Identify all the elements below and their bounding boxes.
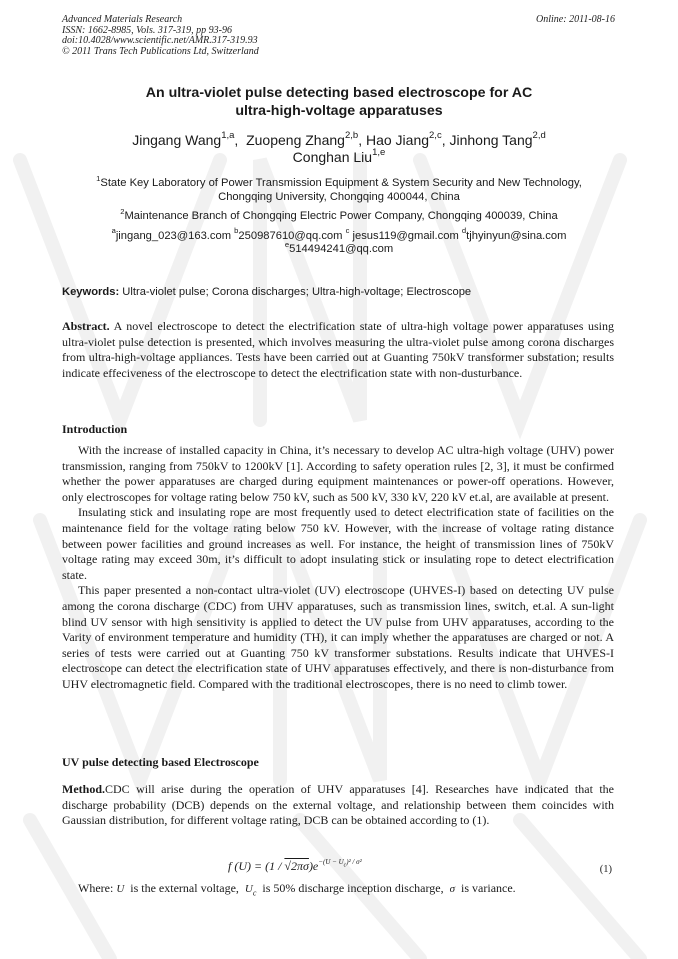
email-address: tjhyinyun@sina.com bbox=[466, 229, 567, 242]
introduction-body bbox=[62, 443, 614, 693]
where-line: Where: U is the external voltage, $U_c$ is 50% discharge inception discharge, σ is variance. bbox=[78, 881, 516, 898]
email-address: jesus119@gmail.com bbox=[349, 229, 459, 242]
author-affil-sup: 1,a bbox=[221, 130, 235, 142]
issn-line: ISSN: 1662-8985, Vols. 317-319, pp 93-96 bbox=[62, 24, 232, 36]
uv-section-heading: UV pulse detecting based Electroscope bbox=[62, 755, 259, 769]
online-date: Online: 2011-08-16 bbox=[536, 14, 615, 25]
keywords bbox=[62, 285, 622, 299]
email-address: 514494241@qq.com bbox=[289, 243, 394, 255]
keywords-text: Ultra-violet pulse; Corona discharges; Ultra-high-voltage; Electroscope bbox=[119, 286, 472, 298]
copyright-line: © 2011 Trans Tech Publications Ltd, Switzerland bbox=[62, 45, 259, 57]
doi-line: doi:10.4028/www.scientific.net/AMR.317-319.93 bbox=[62, 35, 258, 46]
intro-paragraph-2: Insulating stick and insulating rope are most frequently used to detect electrification state of facilities on the maintenance field for the voltage rating below 750 kV. However, with the increase of voltage rating distance between power facilities and ground increases as well. For instance, the height of transmission lines of 750kV voltage rating may exceed 30m, it’s difficult to adopt insulating stick or insulating rope to detect electrification state. bbox=[62, 505, 614, 582]
abstract-text: A novel electroscope to detect the electrification state of ultra-high voltage power apparatuses using ultra-violet pulse detection is presented, which involves measuring the ultra-violet pulse among corona discharges from ultra-high-voltage appliances. Tests have been carried out at Guanting 750kV transformer substation; results indicate effeciveness of the electroscope to detect the electrification state with non-dusturbance. bbox=[62, 319, 614, 380]
introduction-heading: Introduction bbox=[62, 422, 128, 436]
author-affil-sup: 2,b bbox=[344, 130, 359, 142]
author-affil-sup: 2,c bbox=[429, 130, 442, 142]
email-line-1: $^a$jingang_023@163.com $^b$250987610@qq.com $^c$ jesus119@gmail.com $^d$tjhyinyun@sina.com bbox=[111, 226, 567, 242]
intro-paragraph-3: This paper presented a non-contact ultra-violet (UV) electroscope (UHVES-I) based on detecting UV pulse among the corona discharge (CDC) from UHV apparatuses, such as transmission lines, switch, et.al. A sun-light blind UV sensor with high sensitivity is applied to detect the UV pulse from UHV apparatuses, according to the Varity of environment temperature and humidity (TH), it can imply whether the apparatuses are charged or not. A series of tests were carried out at Guanting 750 kV transformer substations. Results indicate that UHVES-I electroscope can detect the electrification state of UHV apparatuses effectively, and there is non-disturbance from UHV electromagnetic field. Compared with the traditional electroscopes, there is no need to climb tower. bbox=[62, 583, 614, 691]
author-name: Zuopeng Zhang bbox=[246, 132, 345, 148]
affiliation-2: $^2$Maintenance Branch of Chongqing Electric Power Company, Chongqing 400039, China bbox=[120, 206, 558, 222]
journal-name: Advanced Materials Research bbox=[62, 14, 183, 25]
abstract bbox=[62, 319, 614, 381]
email-line-2: $^e$514494241@qq.com bbox=[284, 239, 394, 255]
author-name: Hao Jiang bbox=[365, 132, 430, 148]
author-list bbox=[60, 132, 618, 166]
author-affil-sup: 2,d bbox=[532, 130, 546, 142]
equation-1: f $(U) = (1 / √2\pi\sigma)e^{-(U - U_c)^2 / \sigma^2}$ bbox=[228, 858, 362, 873]
email-address: jingang_023@163.com bbox=[115, 229, 232, 242]
author-name: Jinhong Tang bbox=[449, 132, 533, 148]
author-line-1: Jingang Wang$^{1,a}$, Zuopeng Zhang$^{2,b}$, Hao Jiang$^{2,c}$, Jinhong Tang$^{2,d}$ bbox=[132, 130, 546, 148]
email-address: 250987610@qq.com bbox=[238, 229, 343, 242]
author-affil-sup: 1,e bbox=[372, 147, 386, 159]
method-text: CDC will arise during the operation of UHV apparatuses [4]. Researches have indicated that the discharge probability (DCB) depends on the external voltage, and relationship between them coincides with Gaussian distribution, for different voltage rating, DCB can be obtained according to (1). bbox=[62, 782, 614, 828]
journal-header bbox=[62, 15, 259, 57]
author-name: Conghan Liu bbox=[292, 149, 373, 165]
equation-sqrt: √2πσ bbox=[284, 859, 309, 873]
method-label: Method. bbox=[62, 782, 105, 796]
method-paragraph bbox=[62, 782, 614, 829]
intro-paragraph-1: With the increase of installed capacity in China, it’s necessary to develop AC ultra-high voltage (UHV) power transmission, ranging from 750kV to 1200kV [1]. According to safety operation rules [2, 3], it must be confirmed whether the power apparatuses are charged during equipment maintenances or power-off operations. However, only electroscopes for voltage rating below 750 kV, such as 500 kV, 330 kV, 220 kV et.al, are available at present. bbox=[62, 443, 614, 504]
title-line-1: An ultra-violet pulse detecting based electroscope for AC bbox=[145, 85, 533, 101]
affiliation-1: $^1$State Key Laboratory of Power Transmission Equipment & System Security and New Technology, Chongqing University, Chongqing 400044, China bbox=[96, 173, 582, 203]
abstract-label: Abstract. bbox=[62, 319, 110, 333]
equation-exponent: −(U − Uc)² / σ² bbox=[318, 858, 362, 869]
author-emails bbox=[60, 226, 618, 257]
equation-number: (1) bbox=[599, 864, 612, 875]
author-line-2 bbox=[60, 149, 618, 166]
title-line-2: ultra-high-voltage apparatuses bbox=[235, 103, 443, 119]
keywords-label: Keywords: bbox=[62, 286, 120, 298]
author-name: Jingang Wang bbox=[132, 132, 222, 148]
affiliations bbox=[60, 173, 618, 257]
paper-title bbox=[60, 84, 618, 120]
